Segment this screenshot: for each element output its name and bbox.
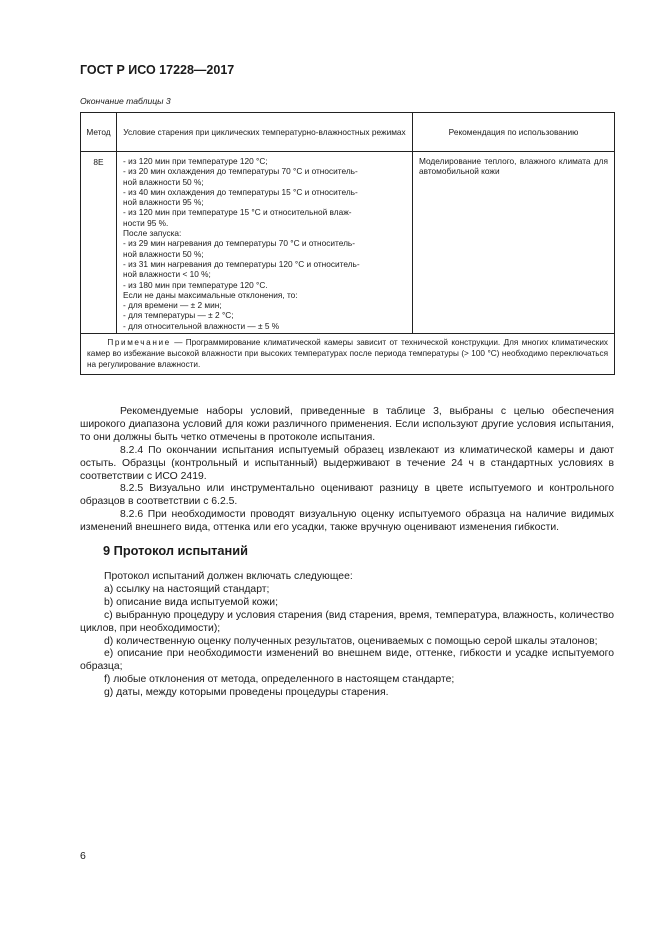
list-item: a) ссылку на настоящий стандарт; <box>104 583 270 595</box>
condition-line: - из 120 мин при температуре 15 °С и относительной влаж- <box>123 207 352 218</box>
recommendation-cell: Моделирование теплого, влажного климата для автомобильной кожи <box>413 152 615 334</box>
condition-line: - из 120 мин при температуре 120 °С; <box>123 156 268 166</box>
condition-line: - для температуры — ± 2 °С; <box>123 310 234 321</box>
header-recommendation: Рекомендация по использованию <box>413 113 615 152</box>
condition-line: - из 180 мин при температуре 120 °С. <box>123 279 268 290</box>
condition-line: - из 20 мин охлаждения до температуры 70 °С и относитель- <box>123 166 358 177</box>
method-cell: 8E <box>81 152 117 334</box>
section-heading: 9 Протокол испытаний <box>103 543 249 558</box>
list-item: b) описание вида испытуемой кожи; <box>104 596 278 608</box>
condition-line: ной влажности 95 %; <box>123 197 204 208</box>
list-item: g) даты, между которыми проведены процедуры старения. <box>104 687 389 699</box>
paragraph: 8.2.6 При необходимости проводят визуальную оценку испытуемого образца на наличие видимых изменений внешнего вида, оттенка или его усадки, также вручную оценивают изменения гибкости. <box>80 509 614 534</box>
list-item: f) любые отклонения от метода, определенного в настоящем стандарте; <box>104 674 455 686</box>
table-row <box>81 152 615 334</box>
table-caption: Окончание таблицы 3 <box>80 96 171 106</box>
header-condition: Условие старения при циклических температурно-влажностных режимах <box>117 113 413 152</box>
page-number: 6 <box>80 850 86 862</box>
table-note <box>81 334 615 375</box>
condition-line: - из 31 мин нагревания до температуры 120 °С и относитель- <box>123 258 360 269</box>
list-item: c) выбранную процедуру и условия старения (вид старения, время, температура, влажность, количество циклов, при необходимости); <box>80 609 614 634</box>
condition-line: ной влажности < 10 %; <box>123 269 211 280</box>
condition-line: Если не даны максимальные отклонения, то: <box>123 289 298 300</box>
condition-line: ной влажности 50 %; <box>123 176 204 187</box>
condition-line: ной влажности 50 %; <box>123 248 204 259</box>
body-text <box>80 406 614 535</box>
header-method: Метод <box>81 113 117 152</box>
condition-line: После запуска: <box>123 228 182 239</box>
condition-cell <box>117 152 413 334</box>
table-header-row <box>81 113 615 152</box>
table-note-row <box>81 334 615 375</box>
paragraph: Рекомендуемые наборы условий, приведенные в таблице 3, выбраны с целью обеспечения широкого диапазона условий для кожи различного применения. Если используют другие условия испытания, то они должны быть четко отмечены в протоколе испытания. <box>80 406 614 443</box>
condition-line: - из 40 мин охлаждения до температуры 15 °С и относитель- <box>123 186 358 197</box>
list-item: e) описание при необходимости изменений во внешнем виде, оттенке, гибкости и усадке испытуемого образца; <box>80 648 614 673</box>
document-header: ГОСТ Р ИСО 17228—2017 <box>80 63 235 77</box>
condition-line: - для времени — ± 2 мин; <box>123 300 222 311</box>
note-text: — Программирование климатической камеры зависит от технической конструкции. Для многих климатических камер во избежание высокой влажности при высоких температурах после периода температуры (> 100 °С) необходимо переключаться на регулирование влажности. <box>87 338 609 369</box>
paragraph: 8.2.5 Визуально или инструментально оценивают разницу в цвете испытуемого и контрольного образцов в соответствии с 6.2.5. <box>80 483 614 508</box>
report-requirements <box>80 571 614 700</box>
condition-line: ности 95 %. <box>123 217 169 228</box>
note-label: Примечание <box>107 338 171 348</box>
list-item: d) количественную оценку полученных результатов, оцениваемых с помощью серой шкалы эталонов; <box>104 635 598 647</box>
list-intro: Протокол испытаний должен включать следующее: <box>104 571 353 582</box>
conditions-table <box>80 112 615 375</box>
condition-line: - из 29 мин нагревания до температуры 70 °С и относитель- <box>123 238 356 249</box>
condition-line: - для относительной влажности — ± 5 % <box>123 320 280 331</box>
paragraph: 8.2.4 По окончании испытания испытуемый образец извлекают из климатической камеры и дают остыть. Образцы (контрольный и испытанный) выдерживают в течение 24 ч в стандартных условиях в соответствии с ИСО 2419. <box>80 444 614 482</box>
